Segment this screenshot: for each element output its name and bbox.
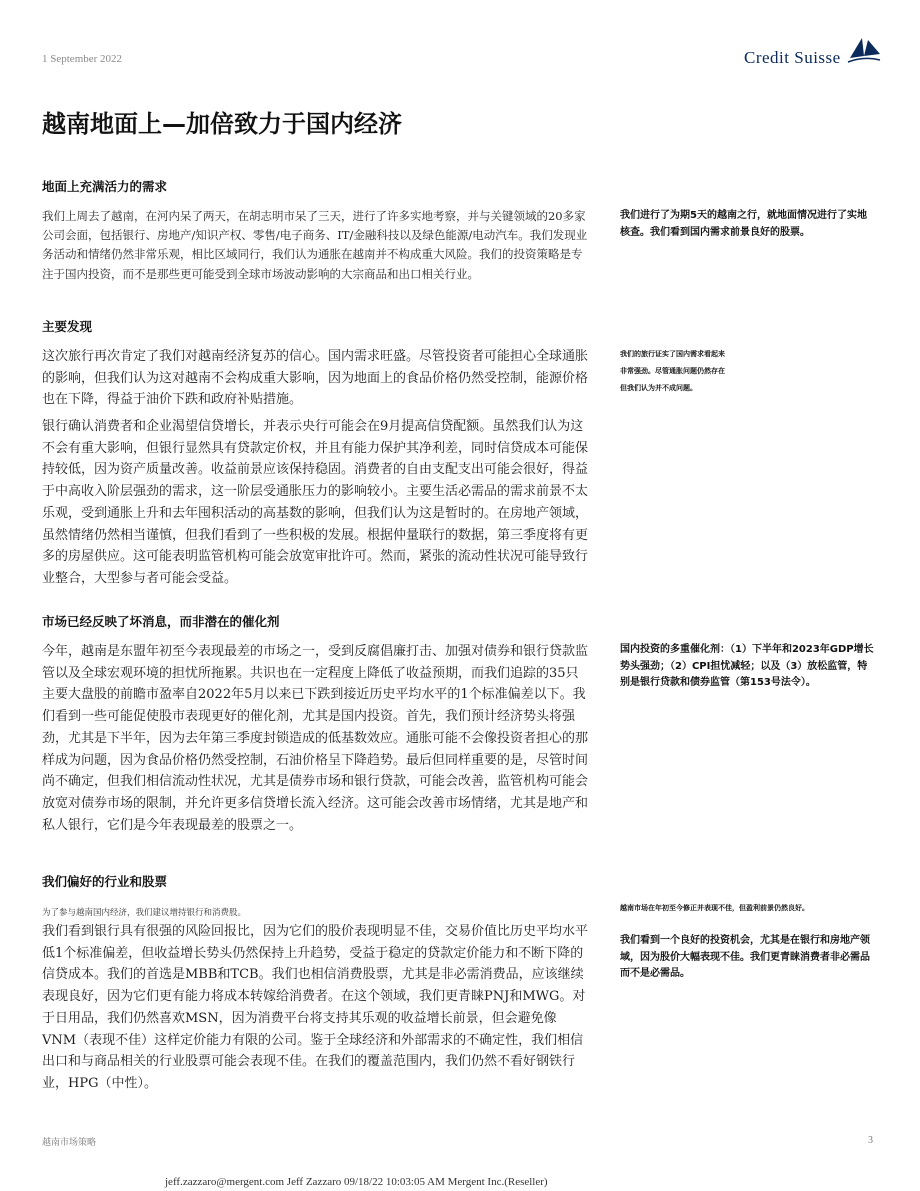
paragraph: 银行确认消费者和企业渴望信贷增长，并表示央行可能会在9月提高信贷配额。虽然我们认为这不会有重大影响，但银行显然具有贷款定价权，并且有能力保护其净利差，同时信贷成本可能保持较低，因为资产质量改善。收益前景应该保持稳固。消费者的自由支配支出可能会很好，得益于中高收入阶层强劲的需求，这一阶层受通胀压力的影响较小。主要生活必需品的需求前景不太乐观，受到通胀上升和去年囤积活动的高基数的影响，但我们认为这是暂时的。在房地产领域，虽然情绪仍然相当谨慎，但我们看到了一些积极的发展。根据仲量联行的数据，第三季度将有更多的房屋供应。这可能表明监管机构可能会放宽审批许可。然而，紧张的流动性状况可能导致行业整合，大型参与者可能会受益。 — [42, 419, 589, 586]
footer-title: 越南市场策略 — [42, 1138, 97, 1148]
report-date: 1 September 2022 — [42, 53, 123, 65]
section-heading: 市场已经反映了坏消息，而非潜在的催化剂 — [42, 614, 280, 629]
section-paragraph — [42, 641, 590, 836]
section-heading: 地面上充满活力的需求 — [42, 179, 168, 194]
paragraph: 今年，越南是东盟年初至今表现最差的市场之一，受到反腐倡廉打击、加强对债券和银行贷款监管以及全球宏观环境的担忧所拖累。共识也在一定程度上降低了收益预期，而我们追踪的35只主要大盘股的前瞻市盈率自2022年5月以来已下跌到接近历史平均水平的1个标准偏差以下。我们看到一些可能促使股市表现更好的催化剂，尤其是国内投资。首先，我们预计经济势头将强劲，尤其是下半年，因为去年第三季度封锁造成的低基数效应。通胀可能不会像投资者担心的那样成为问题，因为食品价格仍然受控制，石油价格呈下降趋势。最后但同样重要的是，尽管时间尚不确定，但我们相信流动性状况，尤其是债券市场和银行贷款，可能会改善，监管机构可能会放宽对债券市场的限制，并允许更多信贷增长流入经济。这可能会改善市场情绪，尤其是地产和私人银行，它们是今年表现最差的股票之一。 — [42, 644, 589, 833]
sidebar-note-line: 但我们认为并不成问题。 — [620, 384, 697, 392]
sidebar-note: 越南市场在年初至今修正并表现不佳，但盈利前景仍然良好。 — [620, 904, 809, 912]
paragraph: 我们上周去了越南，在河内呆了两天，在胡志明市呆了三天，进行了许多实地考察，并与关键领域的20多家公司会面，包括银行、房地产/知识产权、零售/电子商务、IT/金融科技以及绿色能源/电动汽车。我们发现业务活动和情绪仍然非常乐观，相比区域同行，我们认为通胀在越南并不构成重大风险。我们的投资策略是专注于国内投资，而不是那些更可能受到全球市场波动影响的大宗商品和出口相关行业。 — [42, 209, 588, 281]
section-heading: 我们偏好的行业和股票 — [42, 874, 168, 889]
paragraph: 这次旅行再次肯定了我们对越南经济复苏的信心。国内需求旺盛。尽管投资者可能担心全球通胀的影响，但我们认为这对越南不会构成重大影响，因为地面上的食品价格仍然受控制，能源价格也在下降，得益于油价下跌和政府补贴措施。 — [42, 349, 589, 408]
sidebar-note-line: 我们的旅行证实了国内需求看起来 — [620, 350, 725, 358]
download-watermark: jeff.zazzaro@mergent.com Jeff Zazzaro 09/18/22 10:03:05 AM Mergent Inc.(Reseller) — [165, 1176, 548, 1188]
sidebar-note — [620, 346, 876, 397]
section-paragraph — [42, 416, 590, 590]
section-paragraph — [42, 921, 590, 1095]
page-number: 3 — [868, 1135, 873, 1146]
sidebar-note: 我们看到一个良好的投资机会，尤其是在银行和房地产领域，因为股价大幅表现不佳。我们更青睐消费者非必需品而不是必需品。 — [620, 935, 870, 979]
section-heading: 主要发现 — [42, 319, 93, 334]
section-paragraph — [42, 207, 590, 284]
credit-suisse-logo — [742, 36, 882, 68]
page-title: 越南地面上—加倍致力于国内经济 — [42, 110, 402, 138]
paragraph: 我们看到银行具有很强的风险回报比，因为它们的股价表现明显不佳，交易价值比历史平均水平低1个标准偏差，但收益增长势头仍然保持上升趋势，受益于稳定的贷款定价能力和不断下降的信贷成本。我们的首选是MBB和TCB。我们也相信消费股票，尤其是非必需消费品，应该继续表现良好，因为它们更有能力将成本转嫁给消费者。在这个领域，我们更青睐PNJ和MWG。对于日用品，我们仍然喜欢MSN，因为消费平台将支持其乐观的收益增长前景，但会避免像VNM（表现不佳）这样定价能力有限的公司。鉴于全球经济和外部需求的不确定性，我们相信出口和与商品相关的行业股票可能会表现不佳。在我们的覆盖范围内，我们仍然不看好钢铁行业，HPG（中性）。 — [42, 924, 589, 1091]
logo-wordmark: Credit Suisse — [744, 48, 841, 67]
sidebar-note: 我们进行了为期5天的越南之行，就地面情况进行了实地核查。我们看到国内需求前景良好的股票。 — [620, 210, 867, 238]
section-paragraph — [42, 346, 590, 411]
sidebar-note: 国内投资的多重催化剂：（1）下半年和2023年GDP增长势头强劲；（2）CPI担忧减轻；以及（3）放松监管，特别是银行贷款和债券监管（第153号法令）。 — [620, 644, 874, 688]
section-note: 为了参与越南国内经济，我们建议增持银行和消费股。 — [42, 908, 247, 918]
sails-icon — [846, 36, 882, 66]
sidebar-note-line: 非常强劲。尽管通胀问题仍然存在 — [620, 367, 725, 375]
